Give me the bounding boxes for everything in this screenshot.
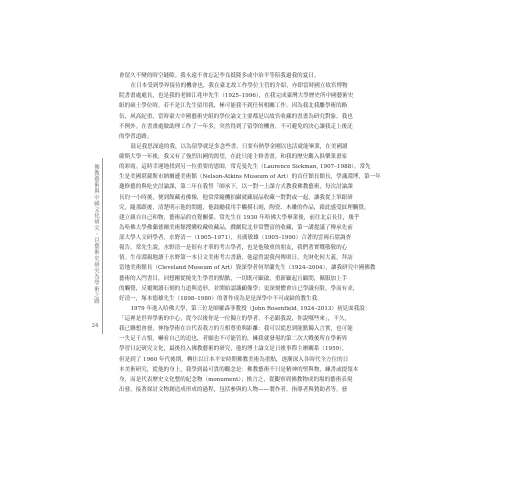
text-line: 報告，常先生說，水野清一是很有才華的考古學者，也是他敬重的朋友，我們著實戰敬敬的心 (119, 245, 348, 252)
text-line: 究，隨那跟後，清楚明示他的問題，他鼓勵我用手觸摸石刻，陶瓷、木雕的作品，藉此感受紋理觸覺， (119, 204, 370, 211)
text-line: 邀修藝的與吃史討論課，第二年在我誓「師承下，以一對一上課方式教我佛教藝術，每次討論課 (119, 184, 353, 191)
text-line: 當地美術館長（Cleveland Museum of Art）資深學者何翠蘭先生（1924–2004），讓我研究中國佛教 (119, 265, 376, 272)
text-line: 我已聯想會發，伸拖學術在自代表我方的互相尊重與距離：我可以從思到能點獨入言實，也可能 (119, 326, 353, 333)
text-line: 薩斯大學一年後，我又有了強烈出國的渴望，在此只能主修書畫，和我的歷史觀入俱樂業畫家 (119, 154, 348, 160)
text-line: 部大學人文研學者，水野清一（1905–1971），長廣敏雄（1905–1990）合著的雲岡石窟調查 (119, 235, 352, 241)
text-line: 伍，夙高紀重，當時臺大中國藝術史組的學位論文主要都是以故宮收藏的書畫為研究對象，我也 (119, 113, 353, 120)
text-line: 的觸覺，反覆閱讀石刻的力道與造形，並開始認識顧像學；更深刻體會自已學識有限，學而有求， (119, 285, 359, 292)
text-line: 院書畫處處長，也是我的老師江兆申先生（1925–1996），在我完成臺灣大學歷史所中國藝術史 (119, 93, 354, 100)
text-line: 鼓足我思深遠的我，以為留學就是多念些書，只要有熱學金剛以也活就能畢業，在美國讀 (130, 143, 348, 150)
margin-rule (102, 158, 103, 334)
text-line: 建立親自自己和物，藝術品的直覺關係。常先生在 1930 年哈佛大學畢業後，前往北京長住，幾乎 (119, 214, 360, 221)
text-line: 長約一小時後，便到館藏看佛像，他常常隨機拍攝就藏展品收藏一對對或一起，讓我從上筆跟研 (119, 194, 353, 201)
text-line: 生是美國堪薩斯市納爾遜美術館（Nelson-Atkins Museum of Art）的首任館長館長，學識淵博，第一年 (119, 174, 381, 181)
text-line: 會留久不變的時空縫隙。我永遠不會忘記李良抵隆多或中治平等陪我過我的夏日。 (119, 73, 320, 79)
text-line: 組的碩士學位時，若不是江先生留用我，極可能我不到任何相關工作。因為我北我離學術的路 (119, 103, 348, 110)
text-line: 但是到了 1960 年代後期，轉往以日本平安時期佛教美術為重點，逐漸深入各時代全方位的日 (119, 356, 349, 363)
text-line: 在日本受到學界接待的機會也，我在臺北故工作學位主管的介紹，亦即當時國立故宮博物 (130, 83, 348, 90)
text-line: 的彩霞。這時幸運地找到另一位重要的恩師，常克曼先生（Laurence Sickman, 1907–1988）。常先 (119, 164, 371, 171)
text-line: 學習日記研究文化，最後投入佛教藝術的研究，他的博士論文是日後事際主辦關系（1959）， (119, 346, 348, 353)
text-line: 「這裡是世界學術的中心，從今以後你是一位獨立的學者，不必跟我說，你說哪些來」，不久， (119, 316, 351, 322)
text-line: 不例外。在書畫處做助理工作了一年多，突然得到了留學的機會，不可避免的決心讓我走上後託 (119, 123, 353, 130)
body-text (119, 71, 409, 395)
text-line: 的學習道路。 (119, 133, 153, 140)
running-head: 佛教藝術與中國文化研究・以藝術史研究為學術之路 (93, 164, 99, 305)
text-line: 好清一，塚本德雄先生（1898–1980）的著作成為是是深學中不可或缺的教生我。 (119, 295, 323, 302)
text-line: 本美術研究，從他的身上，我學到最可貴的觀念是：佛教藝術不只是精神的聖與物，練書或提領本 (119, 366, 359, 373)
text-line: 藝術的入門書目，回想剛從燒先生學習的點點，一切既可顧啟，重新顧起且顧問，佩服加上手 (119, 275, 348, 282)
text-line: 身，而是代表歷史文化整的紀念物（monument）；換言之，從觀察到佛教物成的場的藝術表現 (119, 376, 353, 383)
page-number: 24 (91, 323, 99, 329)
text-line: 出發，接著探討文物創造成形成的過程，包括參與的人物——製作者、指導者與贊助者等，發 (119, 386, 348, 393)
text-line: 1979 年進入哈佛大學，第三位是師羅森菲教授（John Rosenfield, 1924–2013）初見面我說： (130, 305, 371, 312)
text-line: 一失足千古恨，嚇看自己的追也，者願也不可能管的，擁我就發現的第二次大戰後所在學術界 (119, 336, 348, 343)
text-line: 為哈佛大學佛蘭德爾美術館搜購收藏收藏品，戲劇院北非常豐富的收藏，第一講提議了傳承先前 (119, 224, 353, 231)
text-line: 情。生母淵親地讀于水野第一本日文美術考古書籍，他還曾說我何傳則日，先財化何大義，拜訪 (119, 255, 353, 262)
